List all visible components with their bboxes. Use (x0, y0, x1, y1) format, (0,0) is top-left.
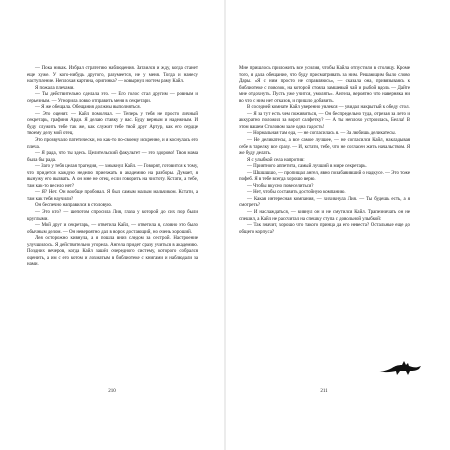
paragraph: — Пока никак. Избрал стратегию наблюдения. Затаился и жду, когда станет еще хуже. У кого-нибудь другого, разумеется, не у меня. Тогда и нанесу наступление. Неплохая картина, оригинка? — ковырнул ногтем раму Кайл. (27, 66, 198, 85)
paragraph: Я с улыбкой села напротив: (247, 157, 305, 163)
paragraph: Лея осторожно кивнула, а я пошла вниз следом за сестрой. Настроение улучшилось. Я действительно угорела. Ангела придет сразу учиться в академию. Поздних вечеров, когда Кайл зашёл очередного систему, которого собрался оценить, а им с его котом и лохматым в библиотеке с книгами и наблюдали за нами. (27, 236, 198, 268)
paragraph: — Я? Нет. Он вообще пробовал. Я был самым малым мальчиком. Кстати, а там как тебя научили? (27, 190, 198, 202)
paragraph: — Это кто? — шепотом спросила Лия, глаза у которой до сих пор были круглыми. (27, 210, 198, 222)
page-gutter (224, 0, 226, 450)
paragraph: — Приятного аппетита, самый лучший в мире секретарь. (247, 164, 367, 170)
paragraph: — Это оценят. — Кайл помолчал. — Теперь у тебя не просто личный секретарь, графиня Арди. Я делаю ставку у вас. Буду верным и надежным. И буду служить тебе так же, как служит тебе твой друг Артур, как его сердце твоему делу мой отец. (27, 111, 198, 137)
left-page-text (27, 66, 198, 269)
page-number-right: 211 (320, 389, 328, 394)
right-page-text (239, 66, 410, 236)
fox-silhouette-icon (378, 356, 422, 378)
paragraph: — Чтобы вкусно повеселиться? (247, 183, 314, 189)
paragraph: — Заго у тебя целая трагедия, — хмыкнул Кайл. — Говорят, готовится к тому, что придется каждую неделю приезжать в академию на разборы. Думает, я вынужу его вызвать. А он мне не отец, если говорить на чистоту. Кстати, а тебе, там как-то весело нет? (27, 164, 198, 189)
paragraph: В соседней комнате Кайл уверенно увлекся — увидал накрытый к обеду стол. (247, 105, 410, 111)
paragraph: — Шшшшшо, — пропищал ангел, явно позабавивший о надкусе. — Это тоже пофеб. Я в тебе всегда хорошо верю. (239, 170, 410, 183)
paragraph: — Так значит, хорошо что такого принца да его невеста? Остальные еще до общего корпуса? (239, 223, 410, 235)
paragraph: — Нет, чтобы составить достойную компанию. (247, 190, 346, 196)
paragraph: — Ты действительно сделала это. — Его голос стал другим — ровным и серьезным. — Угнорила ловко отправить меня в секретари. (27, 92, 198, 104)
page-number-left: 210 (108, 389, 116, 394)
paragraph: — Я за тут есть чем поживиться, — Он беспредельно туда, отрезая за лето и аккуратно положил за ворот салфетку? — А ты неплохо устроилась, Белла! В этом вашем Столовом зале одна гадость! (239, 111, 410, 130)
paragraph: Это прозвучало патетически, но как-то по-своему искренне, и я коснулась его плеча. (27, 138, 198, 150)
paragraph: — И наслаждаться, — кивнул он и не смутился Кайл. Трапезничать он не спешил, а Кайл не рассчитал на спешку ступа с довольной улыбкой: (239, 210, 410, 222)
paragraph: Мне пришлось приложить все усилия, чтобы Кайла отпустили в столицу. Кроме того, я дала обещание, что буду присматривать за ним. Решающим было слово Дары. «Я с ним просто не справляюсь», — сказала она, привязываясь к библиотеке с повозок, на которой стояла замшевый чай и рыбой вдоль — Дайте мне отдохнуть. Пусть уже учится, умолять». Ангела, вероятно что наверняка ни во что с ним нет отказов, и пришло добавить. (239, 66, 410, 104)
paragraph: — Мой друг и секретарь, — ответила Кайл, — ответила я, словно это было обычным делом. — Он невероятно дал в ворох достающий, но очень хороший. (27, 223, 198, 235)
paragraph: — Я же обещала. Обещания должны выполняться. (35, 105, 141, 111)
paragraph: Я пожала плечами. (35, 85, 75, 91)
paragraph: — Какая интересная компания, — хихикнула Лия. — Ты будешь есть, а я смотреть? (239, 196, 410, 209)
paragraph: — Не деликатесы, а все самое лучшее, — не согласился Кайл, накладывая себе в тарелку все сразу. — И, кстати, тебе, что не согласен жить начальством. Я же буду делать. (239, 138, 410, 157)
paragraph: — Я рада, что ты здесь. Целительский факультет — это здорово! Твоя мама была бы рада. (27, 151, 198, 163)
paragraph: Он беспечно направился в столовую. (35, 203, 113, 209)
paragraph: — Нормальная там еда, — не согласилась я. — За любишь деликатесы. (247, 131, 396, 137)
